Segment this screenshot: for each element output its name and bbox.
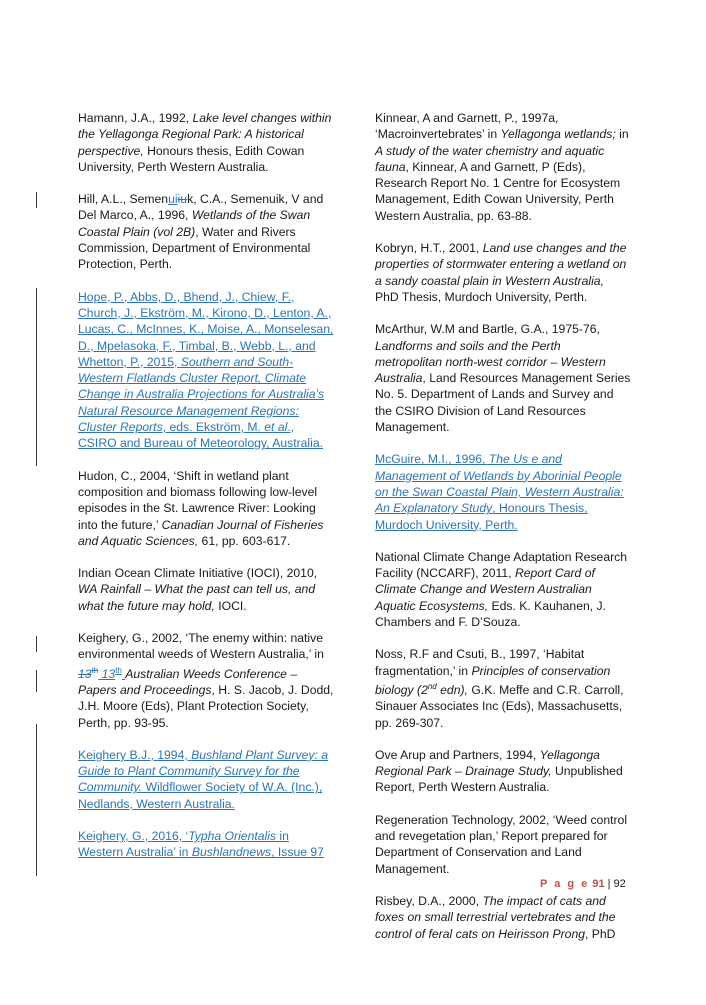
change-bar (36, 636, 37, 652)
reference-text: The impact of cats and foxes on small terrestrial vertebrates and the control of feral cats on Heirisson Prong (375, 893, 616, 941)
reference-text: National Climate Change Adaptation Research Facility (NCCARF), 2011, (375, 549, 628, 581)
reference-text: Wetlands of the Swan Coastal Plain (vol 2B) (78, 208, 311, 239)
reference-text: , Water and Rivers Commission, Department of Environmental Protection, Perth. (78, 224, 311, 272)
reference-text: k, C.A., Semenuik, V and Del Marco, A., 1996, (78, 192, 324, 223)
reference-text: iu (177, 192, 188, 207)
reference-text: , Land Resources Management Series No. 5. Department of Lands and Survey and the CSIRO Division of Land Resources Management. (375, 371, 631, 435)
reference-text: Keighery B.J., 1994, (78, 747, 192, 762)
reference-ove (375, 747, 631, 796)
reference-text: Typha Orientalis (188, 829, 277, 844)
reference-text: McArthur, W.M and Bartle, G.A., 1975-76, (375, 322, 600, 337)
reference-text: Hope, P., Abbs, D., Bhend, J., Chiew, F., Church, J., Ekström, M., Kirono, D., Lenton, A., Lucas, C., McInnes, K., Moise, A., Monselesan, D., Mpelasoka, F., Timbal, B., Webb, L., and Whetton, P., 2015, (78, 289, 334, 369)
reference-kobryn (375, 240, 631, 305)
reference-text: A study of the water chemistry and aquatic fauna (375, 143, 605, 174)
reference-keighery2016 (78, 828, 334, 861)
reference-text: 13 (78, 666, 92, 681)
change-bar (36, 288, 37, 466)
page-number: 91 (592, 878, 605, 890)
reference-text: edn), (436, 682, 468, 697)
reference-keighery2002 (78, 630, 334, 731)
reference-text: Bushlandnews (191, 845, 272, 860)
reference-text: th (91, 665, 99, 675)
reference-text: Report Card of Climate Change and Western Australian Aquatic Ecosystems, (375, 566, 595, 613)
reference-text: 13 (101, 666, 116, 681)
reference-text: Southern and South-Western Flatlands Cluster Report, Climate Change in Australia Projections for Australia’s Natural Resource Management Regions: Cluster Reports (78, 354, 325, 435)
reference-text: Keighery, G., 2016, ‘ (78, 829, 189, 844)
reference-text: Landforms and soils and the Perth metropolitan north-west corridor – Western Australia (375, 338, 606, 386)
reference-text: WA Rainfall – What the past can tell us, and what the future may hold, (78, 582, 316, 613)
reference-text: nd (427, 681, 437, 691)
reference-text: Risbey, D.A., 2000, (375, 893, 483, 908)
page-label: P a g e (540, 878, 590, 890)
reference-text: McGuire, M.I., 1996, (375, 452, 489, 467)
reference-keighery1994 (78, 747, 334, 812)
reference-text: Regeneration Technology, 2002, ‘Weed control and revegetation plan,’ Report prepared for Department of Conservation and Land Management. (375, 812, 628, 876)
reference-noss (375, 646, 631, 731)
reference-text: , Issue 97 (271, 845, 324, 860)
reference-text: Wildflower Society of W.A. (Inc.), Nedlands, Western Australia. (78, 780, 323, 811)
change-bar (36, 192, 37, 208)
reference-text: ., CSIRO and Bureau of Meteorology, Australia. (78, 420, 324, 451)
reference-kinnear (375, 110, 631, 224)
reference-text: Hamann, J.A., 1992, (78, 111, 193, 125)
reference-text: th (115, 665, 122, 675)
reference-text: , H. S. Jacob, J. Dodd, J.H. Moore (Eds), Plant Protection Society, Perth, pp. 93-95. (78, 682, 334, 730)
reference-text: Unpublished Report, Perth Western Australia. (375, 764, 623, 795)
reference-risbey (375, 893, 631, 942)
reference-text: in (615, 127, 629, 142)
reference-hill (78, 191, 334, 272)
reference-text: PhD Thesis, Murdoch University, Perth. (375, 289, 588, 304)
reference-text: Yellagonga wetlands; (500, 127, 616, 142)
reference-text: Yellagonga Regional Park – Drainage Study, (375, 747, 600, 779)
reference-text: Lake level changes within the Yellagonga Regional Park: A historical perspective, (78, 111, 332, 158)
reference-text: Hill, A.L., Semen (78, 192, 169, 207)
change-bar (36, 724, 37, 876)
reference-text: Noss, R.F and Csuti, B., 1997, ‘Habitat fragmentation,’ in (375, 647, 585, 678)
reference-text: , Kinnear, A and Garnett, P (Eds), Research Report No. 1 Centre for Ecosystem Management, Edith Cowan University, Perth Western Australia, pp. 63-88. (375, 159, 621, 223)
reference-text: Kobryn, H.T., 2001, (375, 241, 483, 256)
reference-text: Land use changes and the properties of stormwater entering a wetland on a sandy coastal plain in Western Australia, (375, 241, 627, 288)
reference-hudon (78, 468, 334, 549)
reference-text: Principles of conservation biology (2 (375, 663, 611, 697)
reference-hope (78, 289, 334, 452)
reference-text: , eds. Ekström, M. (162, 420, 265, 435)
page-separator: | (604, 878, 614, 890)
reference-text: Indian Ocean Climate Initiative (IOCI), 2010, (78, 566, 318, 581)
reference-text: ui (168, 192, 178, 207)
reference-text: Hudon, C., 2004, ‘Shift in wetland plant composition and biomass following low-level episodes in the St. Lawrence River: Looking into the future,’ (78, 468, 318, 532)
reference-text: Honours thesis, Edith Cowan University, Perth Western Australia. (78, 143, 305, 174)
reference-text: , Honours Thesis, Murdoch University, Perth. (375, 501, 588, 532)
reference-text: IOCI. (214, 598, 247, 613)
reference-text: 61, pp. 603-617. (198, 533, 291, 548)
reference-text: , PhD (585, 926, 616, 941)
reference-text: et al (264, 420, 288, 435)
reference-text: Australian Weeds Conference – Papers and Proceedings (78, 666, 298, 697)
reference-text: G.K. Meffe and C.R. Carroll, Sinauer Associates Inc (Eds), Massachusetts, pp. 269-307. (375, 682, 624, 730)
reference-text: Canadian Journal of Fisheries and Aquatic Sciences, (78, 517, 324, 548)
reference-text: Bushland Plant Survey: a Guide to Plant Community Survey for the Community. (78, 747, 328, 795)
reference-text: Keighery, G., 2002, ‘The enemy within: native environmental weeds of Western Australia,’ in (78, 631, 324, 662)
references-left-column (78, 110, 334, 877)
references-right-column (375, 110, 631, 958)
reference-text: in Western Australia’ in (78, 829, 289, 860)
reference-mcguire (375, 451, 631, 532)
reference-regen (375, 812, 631, 877)
page-total: 92 (613, 878, 626, 890)
reference-text: Ove Arup and Partners, 1994, (375, 747, 540, 762)
reference-text: Eds. K. Kauhanen, J. Chambers and F. D’Souza. (375, 598, 607, 630)
change-bar (36, 670, 37, 692)
reference-mcarthur (375, 321, 631, 435)
page-footer (540, 878, 626, 890)
reference-text: The Us e and Management of Wetlands by Aborinial People on the Swan Coastal Plain, Western Australia: An Explanatory Study (375, 452, 624, 516)
reference-nccarf (375, 549, 631, 630)
reference-ioci (78, 565, 334, 614)
reference-hamann (78, 110, 334, 175)
reference-text: Kinnear, A and Garnett, P., 1997a, ‘Macroinvertebrates’ in (375, 111, 559, 142)
